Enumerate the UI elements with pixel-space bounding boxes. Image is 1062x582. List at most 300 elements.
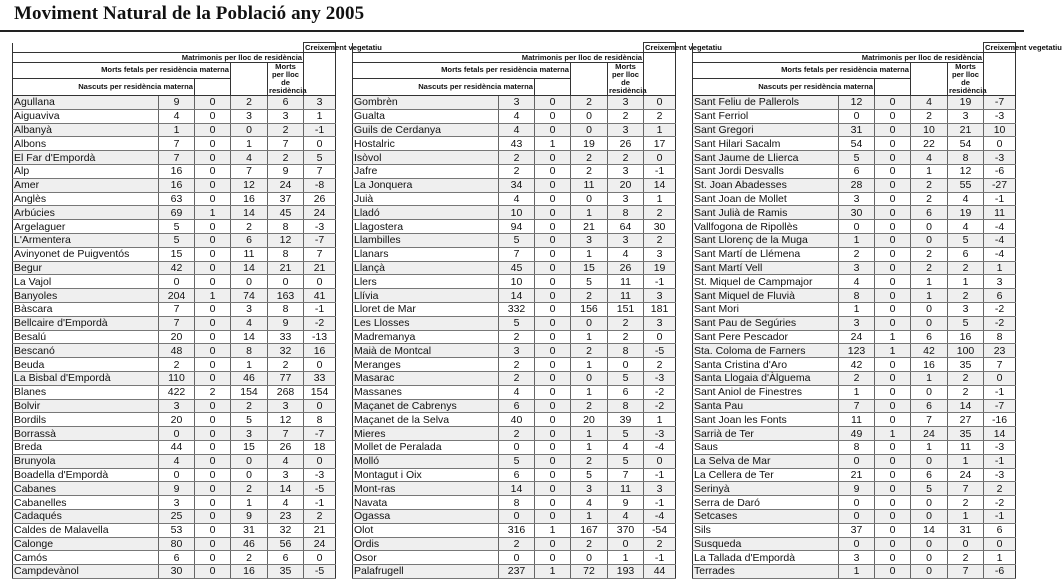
cell-value: 0	[911, 537, 948, 551]
cell-value: 0	[499, 551, 535, 565]
cell-value: 0	[911, 385, 948, 399]
cell-value: 31	[948, 523, 984, 537]
table-row	[13, 413, 336, 427]
cell-value: -3	[984, 440, 1016, 454]
cell-value: 3	[839, 316, 875, 330]
cell-value: 1	[195, 289, 231, 303]
cell-value: 2	[948, 551, 984, 565]
cell-value: 20	[159, 413, 195, 427]
cell-value: 14	[948, 399, 984, 413]
cell-value: 0	[195, 454, 231, 468]
municipality-name: Guils de Cerdanya	[353, 123, 499, 137]
table-row	[353, 413, 676, 427]
cell-value: 80	[159, 537, 195, 551]
header-row	[353, 63, 676, 79]
cell-value: 6	[984, 289, 1016, 303]
cell-value: 22	[911, 137, 948, 151]
cell-value: 12	[231, 178, 268, 192]
cell-value: 25	[159, 509, 195, 523]
table-row	[13, 289, 336, 303]
cell-value: -1	[644, 275, 676, 289]
table-row	[353, 358, 676, 372]
cell-value: 0	[571, 551, 608, 565]
header-spacer	[693, 43, 984, 53]
municipality-name: Sant Aniol de Finestres	[693, 385, 839, 399]
municipality-name: Montagut i Oix	[353, 468, 499, 482]
cell-value: 0	[911, 316, 948, 330]
cell-value: 6	[839, 164, 875, 178]
cell-value: 0	[875, 482, 911, 496]
cell-value: 14	[499, 482, 535, 496]
municipality-name: St. Miquel de Campmajor	[693, 275, 839, 289]
cell-value: 8	[499, 496, 535, 510]
cell-value: 0	[571, 109, 608, 123]
municipality-name: Begur	[13, 261, 159, 275]
municipality-name: Anglès	[13, 192, 159, 206]
cell-value: 0	[535, 468, 571, 482]
cell-value: 0	[571, 371, 608, 385]
cell-value: 0	[195, 551, 231, 565]
cell-value: 0	[911, 302, 948, 316]
cell-value: 4	[911, 151, 948, 165]
cell-value: 11	[984, 206, 1016, 220]
municipality-name: Cabanelles	[13, 496, 159, 510]
cell-value: 5	[159, 220, 195, 234]
cell-value: 0	[875, 233, 911, 247]
cell-value: 0	[195, 220, 231, 234]
cell-value: 0	[195, 164, 231, 178]
municipality-name: Gualta	[353, 109, 499, 123]
cell-value: 0	[644, 330, 676, 344]
table-row	[353, 206, 676, 220]
cell-value: 4	[231, 151, 268, 165]
table-row	[353, 151, 676, 165]
cell-value: 0	[911, 551, 948, 565]
table-row	[13, 551, 336, 565]
cell-value: 0	[195, 109, 231, 123]
table-row	[353, 371, 676, 385]
cell-value: 0	[195, 482, 231, 496]
cell-value: -1	[644, 496, 676, 510]
cell-value: 0	[911, 454, 948, 468]
table-row	[353, 275, 676, 289]
cell-value: 1	[875, 344, 911, 358]
cell-value: 16	[948, 330, 984, 344]
table-row	[693, 454, 1016, 468]
municipality-name: Sant Martí de Llémena	[693, 247, 839, 261]
cell-value: 14	[984, 427, 1016, 441]
cell-value: 0	[875, 164, 911, 178]
cell-value: 21	[304, 261, 336, 275]
cell-value: 0	[875, 551, 911, 565]
table-row	[13, 482, 336, 496]
cell-value: 0	[195, 151, 231, 165]
cell-value: 6	[268, 551, 304, 565]
table-row	[353, 178, 676, 192]
cell-value: 28	[839, 178, 875, 192]
cell-value: 33	[268, 330, 304, 344]
municipality-name: Masarac	[353, 371, 499, 385]
municipality-name: Lladó	[353, 206, 499, 220]
cell-value: 1	[571, 358, 608, 372]
cell-value: 2	[195, 385, 231, 399]
cell-value: 39	[608, 413, 644, 427]
cell-value: 3	[231, 302, 268, 316]
header-creixement: Creixement vegetatiu	[645, 42, 722, 52]
cell-value: 1	[948, 454, 984, 468]
municipality-name: Terrades	[693, 565, 839, 579]
cell-value: 5	[608, 371, 644, 385]
cell-value: 4	[159, 454, 195, 468]
cell-value: 1	[231, 137, 268, 151]
cell-value: 2	[571, 289, 608, 303]
cell-value: 3	[839, 551, 875, 565]
cell-value: 46	[231, 371, 268, 385]
cell-value: 181	[644, 302, 676, 316]
cell-value: 0	[875, 565, 911, 579]
cell-value: 10	[984, 123, 1016, 137]
cell-value: -7	[984, 96, 1016, 110]
municipality-name: Osor	[353, 551, 499, 565]
cell-value: 193	[608, 565, 644, 579]
cell-value: 5	[839, 151, 875, 165]
cell-value: 3	[984, 275, 1016, 289]
cell-value: 0	[839, 509, 875, 523]
cell-value: 0	[644, 454, 676, 468]
cell-value: 23	[268, 509, 304, 523]
table-row	[13, 344, 336, 358]
table-row	[693, 137, 1016, 151]
municipality-name: Palafrugell	[353, 565, 499, 579]
header-blank	[231, 63, 268, 96]
cell-value: 5	[304, 151, 336, 165]
cell-value: 14	[231, 261, 268, 275]
cell-value: 0	[304, 551, 336, 565]
header-matrimonis: Matrimonis per lloc de residència	[353, 53, 644, 63]
municipality-name: Boadella d'Empordà	[13, 468, 159, 482]
cell-value: 0	[195, 96, 231, 110]
cell-value: 0	[195, 358, 231, 372]
cell-value: 1	[608, 551, 644, 565]
cell-value: 4	[608, 247, 644, 261]
header-matrimonis: Matrimonis per lloc de residència	[13, 53, 304, 63]
cell-value: 3	[644, 482, 676, 496]
cell-value: 2	[608, 316, 644, 330]
cell-value: 2	[948, 496, 984, 510]
table-row	[693, 109, 1016, 123]
cell-value: 7	[304, 164, 336, 178]
cell-value: 1	[875, 427, 911, 441]
table-row	[353, 344, 676, 358]
cell-value: 55	[948, 178, 984, 192]
cell-value: 7	[499, 247, 535, 261]
municipality-name: Sant Miquel de Fluvià	[693, 289, 839, 303]
table-row	[693, 413, 1016, 427]
cell-value: 1	[571, 509, 608, 523]
cell-value: 0	[231, 454, 268, 468]
cell-value: 1	[948, 275, 984, 289]
cell-value: 4	[159, 109, 195, 123]
cell-value: 26	[268, 440, 304, 454]
cell-value: 0	[195, 247, 231, 261]
table-row	[353, 109, 676, 123]
cell-value: 0	[535, 482, 571, 496]
header-row	[693, 63, 1016, 79]
cell-value: 77	[268, 371, 304, 385]
cell-value: 72	[571, 565, 608, 579]
cell-value: 5	[499, 233, 535, 247]
header-blank	[911, 63, 948, 96]
cell-value: 0	[535, 151, 571, 165]
cell-value: 4	[499, 123, 535, 137]
cell-value: 0	[535, 551, 571, 565]
cell-value: -2	[304, 316, 336, 330]
cell-value: 20	[571, 413, 608, 427]
cell-value: 32	[268, 344, 304, 358]
cell-value: 0	[875, 523, 911, 537]
table-row	[13, 206, 336, 220]
cell-value: 0	[535, 496, 571, 510]
table-row	[353, 565, 676, 579]
cell-value: 3	[499, 344, 535, 358]
cell-value: 0	[195, 565, 231, 579]
cell-value: -1	[644, 551, 676, 565]
cell-value: 11	[948, 440, 984, 454]
cell-value: 0	[911, 509, 948, 523]
cell-value: 0	[535, 261, 571, 275]
cell-value: -4	[644, 509, 676, 523]
municipality-name: Sant Hilari Sacalm	[693, 137, 839, 151]
cell-value: 6	[911, 330, 948, 344]
cell-value: -4	[984, 233, 1016, 247]
header-blank	[644, 53, 676, 96]
cell-value: -1	[304, 496, 336, 510]
cell-value: 9	[268, 164, 304, 178]
cell-value: 4	[499, 385, 535, 399]
table-row	[693, 427, 1016, 441]
table-row	[693, 551, 1016, 565]
municipality-name: Caldes de Malavella	[13, 523, 159, 537]
cell-value: 94	[499, 220, 535, 234]
cell-value: 0	[839, 454, 875, 468]
cell-value: 123	[839, 344, 875, 358]
table-row	[693, 496, 1016, 510]
cell-value: 45	[268, 206, 304, 220]
table-row	[353, 137, 676, 151]
cell-value: 0	[304, 358, 336, 372]
cell-value: 15	[231, 440, 268, 454]
table-row	[13, 164, 336, 178]
cell-value: -2	[984, 496, 1016, 510]
cell-value: 14	[231, 330, 268, 344]
cell-value: 0	[535, 247, 571, 261]
cell-value: 3	[644, 289, 676, 303]
cell-value: 54	[948, 137, 984, 151]
municipality-name: Camós	[13, 551, 159, 565]
municipality-name: Campdevànol	[13, 565, 159, 579]
municipality-name: Borrassà	[13, 427, 159, 441]
cell-value: 0	[535, 454, 571, 468]
municipality-name: Serra de Daró	[693, 496, 839, 510]
cell-value: 2	[644, 109, 676, 123]
cell-value: 100	[948, 344, 984, 358]
cell-value: 5	[571, 468, 608, 482]
cell-value: 0	[911, 565, 948, 579]
cell-value: 3	[268, 399, 304, 413]
table-row	[353, 123, 676, 137]
table-row	[353, 220, 676, 234]
cell-value: 1	[195, 206, 231, 220]
header-blank	[535, 78, 571, 95]
cell-value: 1	[911, 440, 948, 454]
cell-value: 0	[875, 399, 911, 413]
municipality-name: Sant Gregori	[693, 123, 839, 137]
cell-value: -2	[644, 385, 676, 399]
cell-value: 0	[535, 385, 571, 399]
cell-value: 7	[948, 482, 984, 496]
municipality-name: Albons	[13, 137, 159, 151]
cell-value: 6	[159, 551, 195, 565]
cell-value: 2	[911, 261, 948, 275]
cell-value: 204	[159, 289, 195, 303]
cell-value: 1	[159, 123, 195, 137]
table-row	[353, 482, 676, 496]
cell-value: 1	[571, 440, 608, 454]
cell-value: -4	[984, 220, 1016, 234]
municipality-name: Sant Mori	[693, 302, 839, 316]
municipality-name: Albanyà	[13, 123, 159, 137]
cell-value: 3	[839, 261, 875, 275]
cell-value: 0	[535, 371, 571, 385]
municipality-name: Santa Pau	[693, 399, 839, 413]
cell-value: 0	[875, 454, 911, 468]
cell-value: 1	[948, 509, 984, 523]
cell-value: 14	[231, 206, 268, 220]
cell-value: 2	[231, 220, 268, 234]
header-row	[353, 43, 676, 53]
cell-value: 2	[644, 206, 676, 220]
cell-value: 54	[839, 137, 875, 151]
cell-value: 0	[195, 496, 231, 510]
table-row	[693, 164, 1016, 178]
cell-value: 2	[948, 289, 984, 303]
table-row	[693, 178, 1016, 192]
cell-value: -2	[984, 302, 1016, 316]
cell-value: 32	[268, 523, 304, 537]
cell-value: 2	[231, 399, 268, 413]
table-row	[13, 137, 336, 151]
cell-value: 6	[231, 233, 268, 247]
cell-value: 0	[875, 275, 911, 289]
municipality-name: Gombrèn	[353, 96, 499, 110]
cell-value: 2	[571, 96, 608, 110]
header-morts-residencia: Morts per lloc de residència	[609, 62, 647, 95]
cell-value: 8	[231, 344, 268, 358]
cell-value: 2	[948, 371, 984, 385]
cell-value: 0	[195, 344, 231, 358]
municipality-name: Llagostera	[353, 220, 499, 234]
cell-value: -2	[984, 316, 1016, 330]
cell-value: 6	[948, 247, 984, 261]
page-title: Moviment Natural de la Població any 2005	[14, 3, 365, 24]
cell-value: 9	[839, 482, 875, 496]
cell-value: 5	[948, 233, 984, 247]
cell-value: 4	[499, 192, 535, 206]
table-row	[13, 109, 336, 123]
cell-value: 3	[304, 96, 336, 110]
cell-value: -3	[644, 371, 676, 385]
cell-value: 3	[231, 427, 268, 441]
header-morts-residencia: Morts per lloc de residència	[269, 62, 307, 95]
municipality-name: Sarrià de Ter	[693, 427, 839, 441]
cell-value: 56	[268, 537, 304, 551]
table-row	[13, 537, 336, 551]
municipality-name: Sant Feliu de Pallerols	[693, 96, 839, 110]
municipality-name: Olot	[353, 523, 499, 537]
cell-value: 0	[304, 454, 336, 468]
cell-value: 0	[535, 275, 571, 289]
cell-value: 16	[304, 344, 336, 358]
cell-value: 0	[499, 509, 535, 523]
cell-value: 2	[571, 164, 608, 178]
cell-value: 2	[571, 537, 608, 551]
cell-value: 167	[571, 523, 608, 537]
header-blank	[195, 78, 231, 95]
cell-value: -1	[304, 302, 336, 316]
cell-value: 0	[911, 233, 948, 247]
cell-value: 0	[875, 440, 911, 454]
cell-value: 21	[268, 261, 304, 275]
municipality-name: Sant Llorenç de la Muga	[693, 233, 839, 247]
municipality-name: Mollet de Peralada	[353, 440, 499, 454]
population-table	[692, 42, 1062, 579]
cell-value: 1	[839, 385, 875, 399]
cell-value: 0	[875, 413, 911, 427]
table-row	[693, 96, 1016, 110]
table-row	[13, 358, 336, 372]
table-row	[353, 247, 676, 261]
cell-value: 0	[195, 261, 231, 275]
cell-value: 21	[571, 220, 608, 234]
cell-value: 14	[911, 523, 948, 537]
cell-value: 24	[911, 427, 948, 441]
cell-value: -1	[984, 454, 1016, 468]
cell-value: -8	[304, 178, 336, 192]
cell-value: 41	[304, 289, 336, 303]
cell-value: 0	[535, 344, 571, 358]
municipality-name: L'Armentera	[13, 233, 159, 247]
table-row	[13, 302, 336, 316]
table-row	[13, 316, 336, 330]
table-row	[353, 233, 676, 247]
cell-value: 5	[608, 427, 644, 441]
cell-value: 5	[159, 233, 195, 247]
cell-value: 24	[304, 537, 336, 551]
header-creixement: Creixement vegetatiu	[985, 42, 1062, 52]
cell-value: 7	[984, 358, 1016, 372]
cell-value: 69	[159, 206, 195, 220]
cell-value: 0	[535, 509, 571, 523]
cell-value: 2	[571, 454, 608, 468]
municipality-name: Llançà	[353, 261, 499, 275]
cell-value: -1	[984, 385, 1016, 399]
municipality-name: Sant Julià de Ramis	[693, 206, 839, 220]
cell-value: 3	[839, 192, 875, 206]
table-row	[693, 247, 1016, 261]
cell-value: 0	[875, 151, 911, 165]
cell-value: 8	[268, 247, 304, 261]
cell-value: 35	[948, 358, 984, 372]
